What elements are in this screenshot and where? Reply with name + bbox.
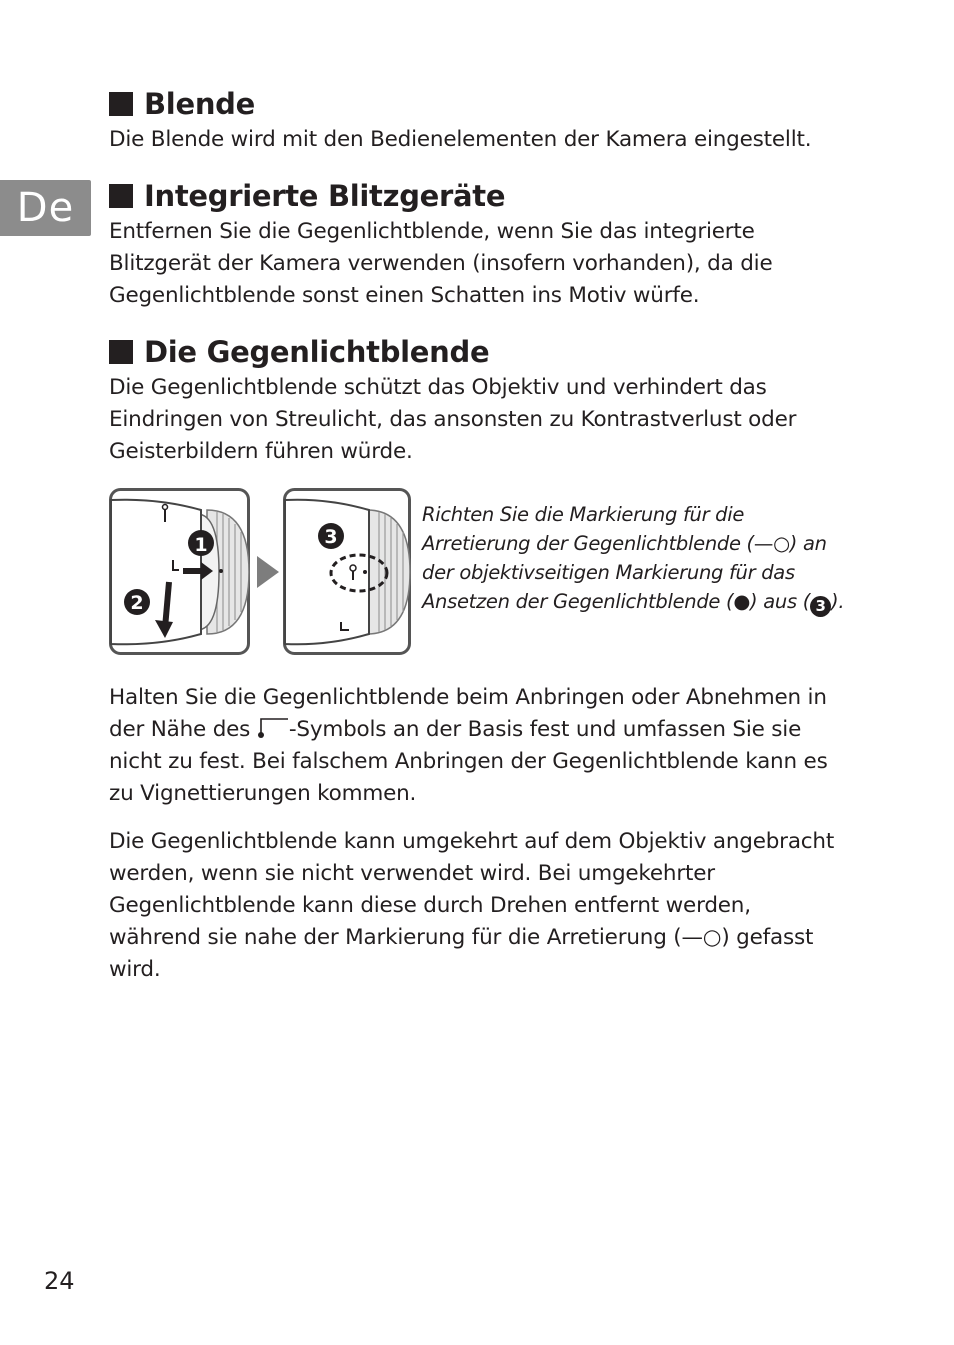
section-heading-aperture: [109, 84, 849, 124]
heading-text: Die Gegenlichtblende: [144, 335, 490, 369]
section-heading-flash: [109, 176, 849, 216]
paragraph-aperture: Die Blende wird mit den Bedienelementen der Kamera eingestellt.: [109, 127, 812, 152]
step-number-1: 1: [194, 534, 208, 556]
para2-text-a: Die Gegenlichtblende kann umgekehrt auf dem Objektiv angebracht werden, wenn sie nicht verwendet wird. Bei umgekehrter Gegenlichtblende kann diese durch Drehen entfernt werden, während sie nahe der Markierung für die Arretierung (: [109, 829, 835, 950]
dot-mark-symbol: ●: [733, 590, 751, 613]
para1-text-b: -Symbols an der Basis fest und umfassen Sie sie nicht zu fest. Bei falschem Anbringen der Gegenlichtblende kann es zu Vignettierungen kommen.: [109, 717, 828, 806]
hood-attach-step1-2-illustration: [109, 488, 250, 655]
language-tab: De: [0, 180, 91, 236]
body-text: [109, 682, 849, 986]
paragraph-flash: Entfernen Sie die Gegenlichtblende, wenn Sie das integrierte Blitzgerät der Kamera verwenden (insofern vorhanden), da die Gegenlichtblende sonst einen Schatten ins Motiv würfe.: [109, 219, 773, 308]
page-number: 24: [44, 1267, 75, 1295]
square-bullet-icon: [109, 340, 133, 364]
hood-mark-icon: [257, 717, 289, 739]
para1-text-a: Halten Sie die Gegenlichtblende beim Anbringen oder Abnehmen in der Nähe des: [109, 685, 827, 742]
lock-mark-symbol: —○: [753, 532, 790, 555]
figure-caption: [422, 500, 852, 617]
paragraph-holding-hood: [109, 682, 849, 810]
paragraph-lens-hood: Die Gegenlichtblende schützt das Objektiv und verhindert das Eindringen von Streulicht, das ansonsten zu Kontrastverlust oder Geisterbildern führen würde.: [109, 375, 797, 464]
page-content: [109, 84, 849, 986]
section-heading-lens-hood: [109, 332, 849, 372]
step-number-2: 2: [130, 592, 144, 614]
step-ref-badge: [810, 596, 831, 617]
step-ref-number: 3: [815, 597, 826, 615]
section-aperture: [109, 84, 849, 156]
section-lens-hood: [109, 332, 849, 468]
square-bullet-icon: [109, 184, 133, 208]
lock-mark-symbol: —○: [681, 925, 722, 950]
heading-text: Blende: [144, 87, 255, 121]
caption-text-1: Richten Sie die Markierung für die Arretierung der Gegenlichtblende (: [422, 503, 754, 555]
next-step-arrow-icon: [257, 556, 279, 588]
section-built-in-flash: [109, 176, 849, 312]
caption-text-3: ) aus (: [750, 590, 811, 613]
paragraph-reversed-hood: [109, 826, 849, 986]
heading-text: Integrierte Blitzgeräte: [144, 179, 506, 213]
hood-attach-figure: [109, 488, 849, 656]
hood-attach-step3-illustration: [283, 488, 411, 655]
caption-text-2: ) an der objektivseitigen Markierung für das Ansetzen der Gegenlichtblende (: [422, 532, 827, 613]
caption-text-4: ).: [831, 590, 845, 613]
step-number-3: 3: [324, 526, 338, 548]
para2-text-b: ) gefasst wird.: [109, 925, 814, 982]
square-bullet-icon: [109, 92, 133, 116]
